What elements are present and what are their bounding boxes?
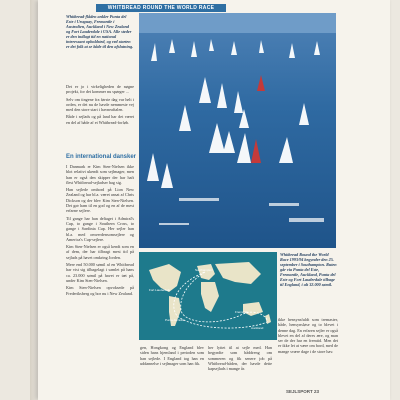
map-label-fort-lauderdale: Fort Lauderdale xyxy=(149,288,171,292)
intro-paragraph: Både i sejlads og på land har det været en del af både af et Whitbread-forløb. xyxy=(66,114,134,125)
body-paragraph: Mere end 50.000 sømil af en Whitbread har vist sig tilbagelagt i samlet på hans ca. 23.000 sømil på havet er tæt på, under Kim Sten-Nielsen. xyxy=(66,262,134,283)
bottom-column-1: gen, Hongkong og England blev siden hans hjemland i perioden som han sejlede. I England tog han en uddannelse i sejlmager som han fik. xyxy=(140,345,204,366)
page-footer: SEJLSPORT 23 xyxy=(286,389,320,394)
intro-paragraph: Det er jo i virkeligheden de nøgne projekt, for det kommer nu spørger ... xyxy=(66,84,134,95)
intro-column xyxy=(66,84,134,127)
section-header: WHITBREAD ROUND THE WORLD RACE xyxy=(96,4,226,12)
boat-wakes xyxy=(159,198,324,225)
bottom-column-2: her lyttet til at sejle med. Han begyndte som båddreng om sommeren og fik senere job på Whitbread-båden, der havde dette kapsejlads i mange år. xyxy=(208,345,272,372)
page-shadow-edge xyxy=(30,0,38,400)
map-label-punta-del-este: Punta del Este xyxy=(165,318,185,322)
map-label-southampton: Southampton xyxy=(195,268,213,272)
photo-caption: Whitbread-flåden ankler Punta del Este i Uruguay, Fremantle i Australien, Auckland i New Zealand og Fort Lauderdale i USA. Alle steder er den indlagt tid en national interessant opholdsted, og ved starten er det folk at se både til den afslutning. xyxy=(66,14,134,49)
intro-paragraph: Selv om tingene fra første dag var helt i orden, er det nu de havde nemmeste vej med den store start i havneaftalen. xyxy=(66,96,134,113)
horizon xyxy=(139,13,336,33)
sail-fleet xyxy=(147,39,320,188)
body-paragraph: Han sejlede ombord på Lion New Zealand og har bl.a. været ansat af Chris Dickson og der blev Kim Sten-Nielsen. Det gør ham til en god og en af de mest erfarne sejlere. xyxy=(66,187,134,214)
body-paragraph: I Danmark er Kim Sten-Nielsen ikke blot relativt ukendt som sejlmager, men han er også den skipper der har haft flest Whitbread-sejladser bag sig. xyxy=(66,164,134,185)
body-paragraph: Til gange har han deltaget i Admiral's Cup, to gange i Southern Cross, to gange i Sardinia Cup. Her sejler han bl.a. med omverdensomsejlere og America's Cup-sejlere. xyxy=(66,215,134,242)
body-paragraph: Kim Sten-Nielsen opvoksede på Frederiksberg og bor nu i New Zealand. xyxy=(66,285,134,296)
main-column xyxy=(66,164,134,298)
sailboats-illustration xyxy=(139,13,336,248)
map-label-fremantle: Fremantle xyxy=(235,310,249,314)
right-column: ikke hensynsfuldt som tremaster, både, hensynsløse og to blevet i denne dag. En erfaren sejler er også blevet en del af deres ære, og man ser de der har en fremtid. Men det er ikke let at være om bord, med de mange svære dage i de store hav. xyxy=(278,317,338,354)
route-map xyxy=(139,252,277,340)
regatta-photo xyxy=(139,13,336,248)
section-heading: En international dansker xyxy=(66,154,137,160)
map-label-auckland: Auckland xyxy=(251,326,264,330)
body-paragraph: Kim Sten-Nielsen er også kendt som en af dem, der har tilbragt mest tid på sejlads på havet omkring Jorden. xyxy=(66,244,134,260)
red-sails xyxy=(251,75,265,163)
map-caption: Whitbread Round the World Race 1993/94 begynder den 25. september i Southampton. Ruten går via Punta del Este, Fremantle, Auckland, Punta del Este og Fort Lauderdale tilbage til England, i alt 32.000 sømil. xyxy=(280,252,337,287)
